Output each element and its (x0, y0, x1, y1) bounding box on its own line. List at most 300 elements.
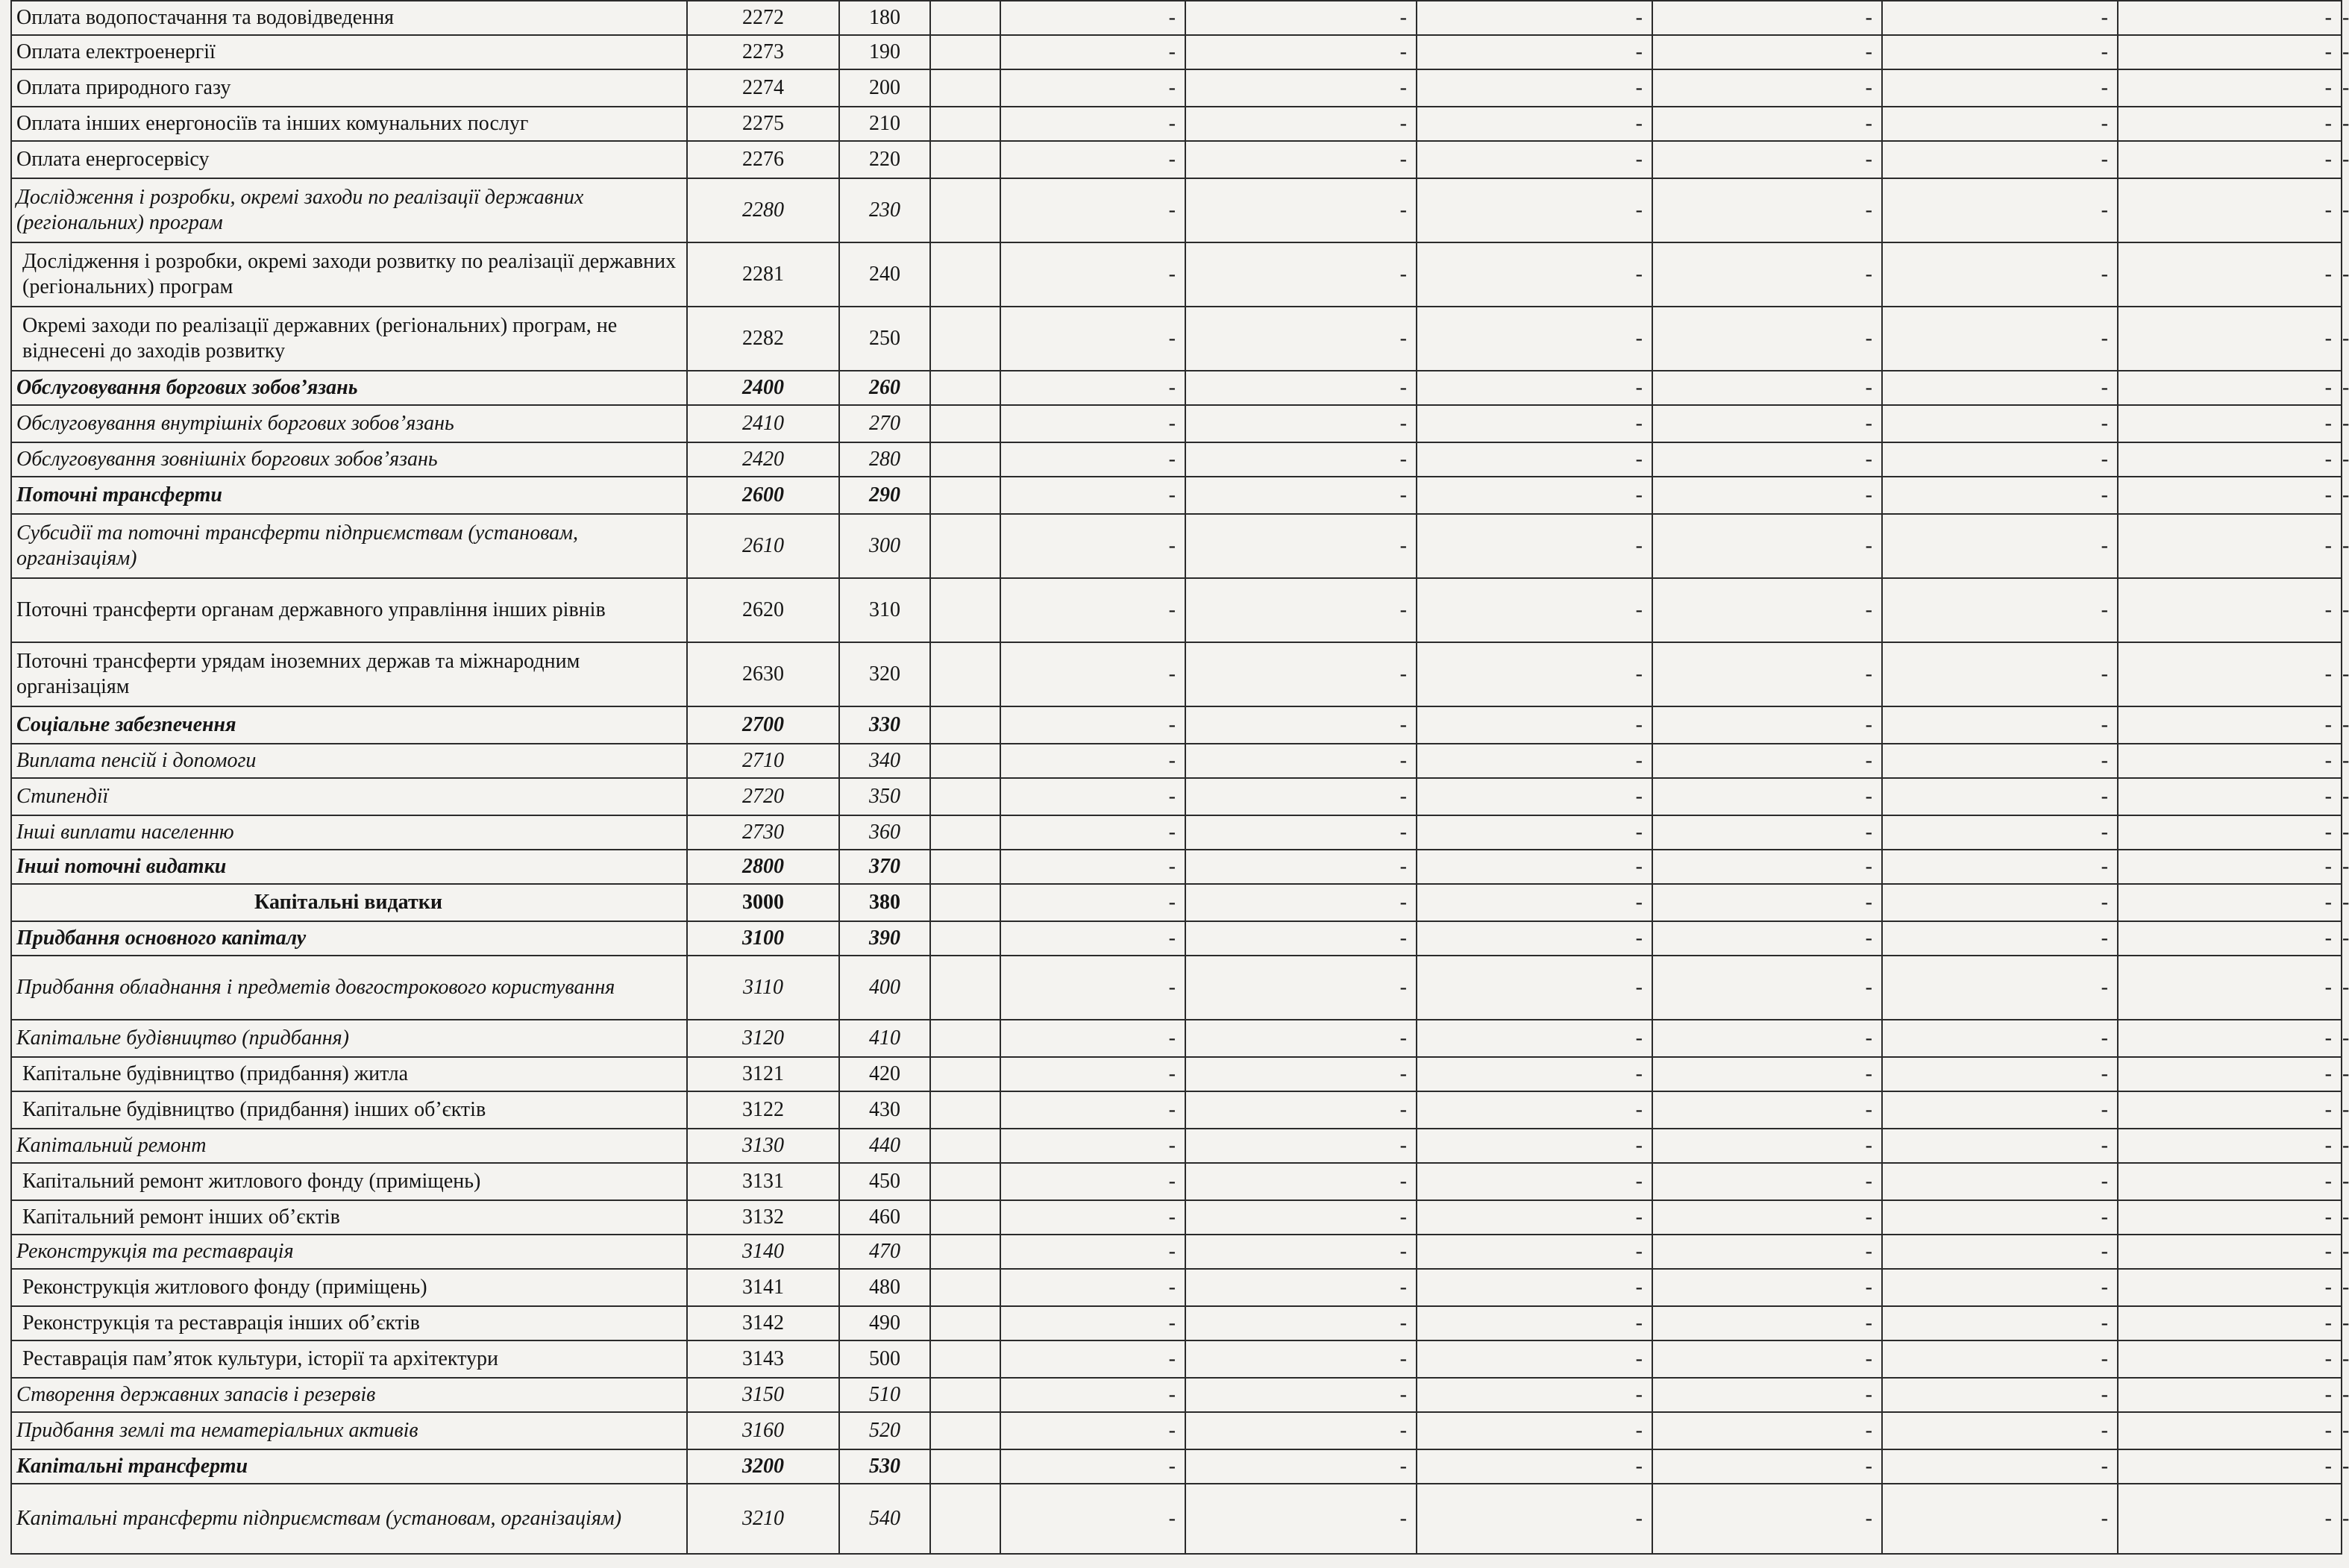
value-cell: - (1882, 107, 2118, 141)
row-kekv-code: 3000 (687, 884, 839, 921)
blank-cell (930, 307, 1000, 371)
value-cell: - (1000, 242, 1185, 307)
value-cell: - (1652, 1378, 1882, 1412)
blank-cell (930, 1200, 1000, 1235)
value-cell: - (1185, 1129, 1417, 1163)
value-cell: - (1652, 1091, 1882, 1129)
value-cell: - (1417, 442, 1652, 477)
value-cell: - (1417, 1412, 1652, 1449)
row-kekv-code: 2282 (687, 307, 839, 371)
blank-cell (930, 1, 1000, 35)
value-cell: - (1882, 1057, 2118, 1091)
value-cell: - (1000, 307, 1185, 371)
value-cell: - (2118, 307, 2342, 371)
value-cell: - (1882, 35, 2118, 69)
table-row: Капітальні видатки 3000 380 - - - - - - - (11, 884, 2342, 921)
row-line-code: 250 (839, 307, 930, 371)
value-cell: - (1185, 178, 1417, 242)
value-cell: - (2118, 1378, 2342, 1412)
row-line-code: 230 (839, 178, 930, 242)
table-row: Субсидії та поточні трансферти підприємствам (установам, організаціям) 2610 300 - - - - - - - (11, 514, 2342, 578)
value-cell: - (1882, 921, 2118, 956)
value-cell: - (1000, 1057, 1185, 1091)
value-cell: - (1417, 1269, 1652, 1306)
row-line-code: 270 (839, 405, 930, 442)
value-cell: - (1652, 442, 1882, 477)
value-cell: - (1185, 744, 1417, 778)
value-cell: - (1000, 1340, 1185, 1378)
row-name: Капітальне будівництво (придбання) житла (11, 1057, 687, 1091)
value-cell: - (1652, 1340, 1882, 1378)
row-name: Капітальне будівництво (придбання) (11, 1020, 687, 1057)
value-cell: - (1000, 1269, 1185, 1306)
value-cell: - (2118, 1057, 2342, 1091)
value-cell: - (1882, 477, 2118, 514)
value-cell: - (2118, 578, 2342, 642)
row-name: Окремі заходи по реалізації державних (регіональних) програм, не віднесені до заходів розвитку (11, 307, 687, 371)
value-cell: - (1000, 815, 1185, 850)
value-cell: - (1000, 744, 1185, 778)
value-cell: - (1882, 884, 2118, 921)
value-cell: - (1185, 1412, 1417, 1449)
row-name: Оплата енергосервісу (11, 141, 687, 178)
value-cell: - (1417, 642, 1652, 706)
table-row: Придбання основного капіталу 3100 390 - - - - - - - (11, 921, 2342, 956)
value-cell: - (2118, 956, 2342, 1020)
value-cell: - (1185, 141, 1417, 178)
row-kekv-code: 2800 (687, 850, 839, 884)
value-cell: - (1882, 706, 2118, 744)
value-cell: - (1185, 371, 1417, 405)
value-cell: - (1652, 178, 1882, 242)
row-name: Оплата електроенергії (11, 35, 687, 69)
row-kekv-code: 2400 (687, 371, 839, 405)
row-name: Реконструкція та реставрація (11, 1235, 687, 1269)
value-cell: - (1652, 107, 1882, 141)
row-line-code: 280 (839, 442, 930, 477)
table-row: Капітальний ремонт 3130 440 - - - - - - - (11, 1129, 2342, 1163)
value-cell: - (1652, 778, 1882, 815)
value-cell: - (2118, 706, 2342, 744)
table-row: Оплата енергосервісу 2276 220 - - - - - - - (11, 141, 2342, 178)
value-cell: - (1185, 1378, 1417, 1412)
value-cell: - (1417, 1020, 1652, 1057)
value-cell: - (1000, 514, 1185, 578)
value-cell: - (1417, 141, 1652, 178)
row-line-code: 350 (839, 778, 930, 815)
table-row: Реставрація пам’яток культури, історії та архітектури 3143 500 - - - - - - - (11, 1340, 2342, 1378)
value-cell: - (1417, 1340, 1652, 1378)
value-cell: - (1882, 69, 2118, 107)
row-kekv-code: 3110 (687, 956, 839, 1020)
row-name: Обслуговування зовнішніх боргових зобов’язань (11, 442, 687, 477)
row-kekv-code: 2281 (687, 242, 839, 307)
value-cell: - (1417, 884, 1652, 921)
value-cell: - (1417, 744, 1652, 778)
value-cell: - (1185, 1057, 1417, 1091)
table-row: Поточні трансферти 2600 290 - - - - - - - (11, 477, 2342, 514)
value-cell: - (1882, 642, 2118, 706)
row-name: Придбання землі та нематеріальних активів (11, 1412, 687, 1449)
value-cell: - (1417, 35, 1652, 69)
row-kekv-code: 2730 (687, 815, 839, 850)
blank-cell (930, 778, 1000, 815)
row-line-code: 500 (839, 1340, 930, 1378)
value-cell: - (1185, 514, 1417, 578)
value-cell: - (1417, 706, 1652, 744)
value-cell: - (1000, 107, 1185, 141)
value-cell: - (1882, 578, 2118, 642)
expense-table-body (11, 1, 2349, 1554)
value-cell: - (1652, 850, 1882, 884)
value-cell: - (2118, 921, 2342, 956)
row-kekv-code: 2620 (687, 578, 839, 642)
value-cell: - (1000, 642, 1185, 706)
value-cell: - (1417, 307, 1652, 371)
row-line-code: 390 (839, 921, 930, 956)
value-cell: - (1000, 1129, 1185, 1163)
row-kekv-code: 2720 (687, 778, 839, 815)
blank-cell (930, 1484, 1000, 1554)
blank-cell (930, 1340, 1000, 1378)
row-line-code: 240 (839, 242, 930, 307)
row-line-code: 370 (839, 850, 930, 884)
value-cell: - (1417, 1, 1652, 35)
blank-cell (930, 1091, 1000, 1129)
row-line-code: 380 (839, 884, 930, 921)
value-cell: - (2118, 1235, 2342, 1269)
table-row: Дослідження і розробки, окремі заходи розвитку по реалізації державних (регіональних) програм 2281 240 - - - - - - - (11, 242, 2342, 307)
blank-cell (930, 442, 1000, 477)
row-kekv-code: 3132 (687, 1200, 839, 1235)
row-name: Інші поточні видатки (11, 850, 687, 884)
value-cell: - (1000, 405, 1185, 442)
row-kekv-code: 2600 (687, 477, 839, 514)
value-cell: - (1000, 1200, 1185, 1235)
value-cell: - (1417, 514, 1652, 578)
value-cell: - (1652, 1412, 1882, 1449)
value-cell: - (1882, 514, 2118, 578)
value-cell: - (2118, 778, 2342, 815)
value-cell: - (1652, 35, 1882, 69)
value-cell: - (1000, 1484, 1185, 1554)
table-row: Виплата пенсій і допомоги 2710 340 - - - - - - - (11, 744, 2342, 778)
value-cell: - (1185, 1200, 1417, 1235)
value-cell: - (1417, 1057, 1652, 1091)
row-line-code: 430 (839, 1091, 930, 1129)
value-cell: - (1000, 706, 1185, 744)
row-name: Оплата водопостачання та водовідведення (11, 1, 687, 35)
blank-cell (930, 69, 1000, 107)
value-cell: - (1652, 1235, 1882, 1269)
value-cell: - (2118, 1449, 2342, 1484)
value-cell: - (1417, 578, 1652, 642)
value-cell: - (1652, 141, 1882, 178)
row-name: Оплата інших енергоносіїв та інших комунальних послуг (11, 107, 687, 141)
value-cell: - (1000, 477, 1185, 514)
value-cell: - (1417, 778, 1652, 815)
value-cell: - (1652, 1269, 1882, 1306)
value-cell: - (2118, 1200, 2342, 1235)
value-cell: - (1185, 1449, 1417, 1484)
row-line-code: 540 (839, 1484, 930, 1554)
value-cell: - (1882, 1378, 2118, 1412)
value-cell: - (1417, 477, 1652, 514)
blank-cell (930, 1057, 1000, 1091)
table-row: Капітальний ремонт житлового фонду (приміщень) 3131 450 - - - - - - - (11, 1163, 2342, 1200)
blank-cell (930, 1235, 1000, 1269)
row-line-code: 340 (839, 744, 930, 778)
table-row: Стипендії 2720 350 - - - - - - - (11, 778, 2342, 815)
blank-cell (930, 1269, 1000, 1306)
value-cell: - (1000, 1378, 1185, 1412)
blank-cell (930, 921, 1000, 956)
value-cell: - (2118, 815, 2342, 850)
table-row: Створення державних запасів і резервів 3150 510 - - - - - - - (11, 1378, 2342, 1412)
value-cell: - (1882, 141, 2118, 178)
row-kekv-code: 3140 (687, 1235, 839, 1269)
value-cell: - (1000, 442, 1185, 477)
value-cell: - (1652, 578, 1882, 642)
value-cell: - (2118, 1412, 2342, 1449)
value-cell: - (1185, 1484, 1417, 1554)
value-cell: - (1000, 1, 1185, 35)
blank-cell (930, 1129, 1000, 1163)
blank-cell (930, 107, 1000, 141)
row-kekv-code: 3141 (687, 1269, 839, 1306)
blank-cell (930, 1020, 1000, 1057)
value-cell: - (1882, 1129, 2118, 1163)
value-cell: - (1882, 778, 2118, 815)
value-cell: - (1185, 956, 1417, 1020)
value-cell: - (1882, 1412, 2118, 1449)
value-cell: - (1185, 815, 1417, 850)
value-cell: - (1652, 815, 1882, 850)
row-line-code: 320 (839, 642, 930, 706)
value-cell: - (1882, 1091, 2118, 1129)
row-name: Капітальні трансферти (11, 1449, 687, 1484)
blank-cell (930, 850, 1000, 884)
value-cell: - (1652, 69, 1882, 107)
row-kekv-code: 2274 (687, 69, 839, 107)
value-cell: - (1882, 1163, 2118, 1200)
value-cell: - (1882, 307, 2118, 371)
blank-cell (930, 1412, 1000, 1449)
row-kekv-code: 3142 (687, 1306, 839, 1340)
table-row: Соціальне забезпечення 2700 330 - - - - - - - (11, 706, 2342, 744)
value-cell: - (1882, 1306, 2118, 1340)
value-cell: - (1185, 1091, 1417, 1129)
row-line-code: 400 (839, 956, 930, 1020)
value-cell: - (1000, 956, 1185, 1020)
value-cell: - (2118, 1091, 2342, 1129)
value-cell: - (1882, 1449, 2118, 1484)
value-cell: - (1185, 307, 1417, 371)
value-cell: - (1000, 371, 1185, 405)
value-cell: - (1417, 1449, 1652, 1484)
table-row: Інші виплати населенню 2730 360 - - - - - - - (11, 815, 2342, 850)
value-cell: - (1185, 442, 1417, 477)
value-cell: - (1000, 1306, 1185, 1340)
row-kekv-code: 2280 (687, 178, 839, 242)
value-cell: - (1417, 178, 1652, 242)
table-row: Капітальні трансферти підприємствам (установам, організаціям) 3210 540 - - - - - - - (11, 1484, 2342, 1554)
value-cell: - (1417, 405, 1652, 442)
table-row: Поточні трансферти урядам іноземних держав та міжнародним організаціям 2630 320 - - - - - - - (11, 642, 2342, 706)
row-line-code: 440 (839, 1129, 930, 1163)
table-row: Капітальний ремонт інших об’єктів 3132 460 - - - - - - - (11, 1200, 2342, 1235)
value-cell: - (1652, 1057, 1882, 1091)
value-cell: - (1882, 178, 2118, 242)
row-name: Капітальний ремонт інших об’єктів (11, 1200, 687, 1235)
value-cell: - (1185, 1, 1417, 35)
table-row: Поточні трансферти органам державного управління інших рівнів 2620 310 - - - - - - - (11, 578, 2342, 642)
row-name: Дослідження і розробки, окремі заходи розвитку по реалізації державних (регіональних) програм (11, 242, 687, 307)
blank-cell (930, 242, 1000, 307)
value-cell: - (1000, 921, 1185, 956)
value-cell: - (1652, 242, 1882, 307)
value-cell: - (1185, 1020, 1417, 1057)
value-cell: - (2118, 1340, 2342, 1378)
value-cell: - (1185, 477, 1417, 514)
table-row: Обслуговування боргових зобов’язань 2400 260 - - - - - - - (11, 371, 2342, 405)
row-kekv-code: 3131 (687, 1163, 839, 1200)
table-row: Оплата водопостачання та водовідведення 2272 180 - - - - - - - (11, 1, 2342, 35)
row-name: Реставрація пам’яток культури, історії та архітектури (11, 1340, 687, 1378)
value-cell: - (1652, 307, 1882, 371)
blank-cell (930, 477, 1000, 514)
value-cell: - (2118, 442, 2342, 477)
value-cell: - (1417, 107, 1652, 141)
row-line-code: 410 (839, 1020, 930, 1057)
blank-cell (930, 405, 1000, 442)
value-cell: - (1185, 1340, 1417, 1378)
value-cell: - (1000, 141, 1185, 178)
row-name: Капітальний ремонт (11, 1129, 687, 1163)
row-name: Виплата пенсій і допомоги (11, 744, 687, 778)
value-cell: - (1652, 1020, 1882, 1057)
value-cell: - (1000, 35, 1185, 69)
table-row: Реконструкція та реставрація інших об’єктів 3142 490 - - - - - - - (11, 1306, 2342, 1340)
value-cell: - (1882, 1200, 2118, 1235)
value-cell: - (1652, 514, 1882, 578)
value-cell: - (1652, 371, 1882, 405)
row-kekv-code: 2273 (687, 35, 839, 69)
value-cell: - (2118, 242, 2342, 307)
value-cell: - (2118, 1163, 2342, 1200)
blank-cell (930, 1449, 1000, 1484)
row-line-code: 220 (839, 141, 930, 178)
row-kekv-code: 2275 (687, 107, 839, 141)
value-cell: - (1417, 1306, 1652, 1340)
row-name: Соціальне забезпечення (11, 706, 687, 744)
table-row: Інші поточні видатки 2800 370 - - - - - - - (11, 850, 2342, 884)
row-name: Реконструкція та реставрація інших об’єктів (11, 1306, 687, 1340)
value-cell: - (1882, 1, 2118, 35)
blank-cell (930, 1306, 1000, 1340)
row-kekv-code: 3160 (687, 1412, 839, 1449)
row-line-code: 190 (839, 35, 930, 69)
blank-cell (930, 815, 1000, 850)
value-cell: - (1652, 956, 1882, 1020)
row-kekv-code: 3200 (687, 1449, 839, 1484)
value-cell: - (1185, 850, 1417, 884)
value-cell: - (2118, 642, 2342, 706)
table-row: Придбання обладнання і предметів довгострокового користування 3110 400 - - - - - - - (11, 956, 2342, 1020)
row-kekv-code: 3121 (687, 1057, 839, 1091)
row-name: Капітальний ремонт житлового фонду (приміщень) (11, 1163, 687, 1200)
value-cell: - (1185, 242, 1417, 307)
row-name: Придбання обладнання і предметів довгострокового користування (11, 956, 687, 1020)
value-cell: - (1882, 405, 2118, 442)
row-line-code: 290 (839, 477, 930, 514)
value-cell: - (1000, 1235, 1185, 1269)
row-line-code: 180 (839, 1, 930, 35)
table-row: Оплата електроенергії 2273 190 - - - - - - - (11, 35, 2342, 69)
blank-cell (930, 35, 1000, 69)
row-kekv-code: 2700 (687, 706, 839, 744)
value-cell: - (2118, 850, 2342, 884)
value-cell: - (2118, 744, 2342, 778)
value-cell: - (1652, 921, 1882, 956)
row-name: Капітальні видатки (11, 884, 687, 921)
table-row: Капітальні трансферти 3200 530 - - - - - - - (11, 1449, 2342, 1484)
value-cell: - (1652, 744, 1882, 778)
value-cell: - (1882, 371, 2118, 405)
value-cell: - (1652, 1484, 1882, 1554)
row-kekv-code: 2630 (687, 642, 839, 706)
row-name: Субсидії та поточні трансферти підприємствам (установам, організаціям) (11, 514, 687, 578)
value-cell: - (1652, 884, 1882, 921)
value-cell: - (1652, 1200, 1882, 1235)
value-cell: - (2118, 35, 2342, 69)
row-kekv-code: 3120 (687, 1020, 839, 1057)
value-cell: - (1417, 921, 1652, 956)
table-row: Окремі заходи по реалізації державних (регіональних) програм, не віднесені до заходів розвитку 2282 250 - - - - - - - (11, 307, 2342, 371)
value-cell: - (1185, 69, 1417, 107)
row-name: Поточні трансферти (11, 477, 687, 514)
row-name: Створення державних запасів і резервів (11, 1378, 687, 1412)
value-cell: - (2118, 69, 2342, 107)
value-cell: - (1652, 1449, 1882, 1484)
row-name: Обслуговування внутрішніх боргових зобов’язань (11, 405, 687, 442)
row-name: Поточні трансферти урядам іноземних держав та міжнародним організаціям (11, 642, 687, 706)
value-cell: - (1417, 956, 1652, 1020)
value-cell: - (1652, 1306, 1882, 1340)
value-cell: - (1882, 1020, 2118, 1057)
value-cell: - (1185, 884, 1417, 921)
value-cell: - (1882, 1340, 2118, 1378)
blank-cell (930, 514, 1000, 578)
value-cell: - (1000, 578, 1185, 642)
value-cell: - (1185, 778, 1417, 815)
value-cell: - (2118, 405, 2342, 442)
value-cell: - (1652, 1, 1882, 35)
row-line-code: 520 (839, 1412, 930, 1449)
value-cell: - (1417, 815, 1652, 850)
row-kekv-code: 3150 (687, 1378, 839, 1412)
value-cell: - (2118, 514, 2342, 578)
value-cell: - (2118, 1, 2342, 35)
value-cell: - (1000, 1091, 1185, 1129)
value-cell: - (1000, 178, 1185, 242)
value-cell: - (2118, 477, 2342, 514)
value-cell: - (2118, 107, 2342, 141)
value-cell: - (1882, 1269, 2118, 1306)
value-cell: - (1185, 35, 1417, 69)
row-line-code: 460 (839, 1200, 930, 1235)
value-cell: - (1882, 242, 2118, 307)
